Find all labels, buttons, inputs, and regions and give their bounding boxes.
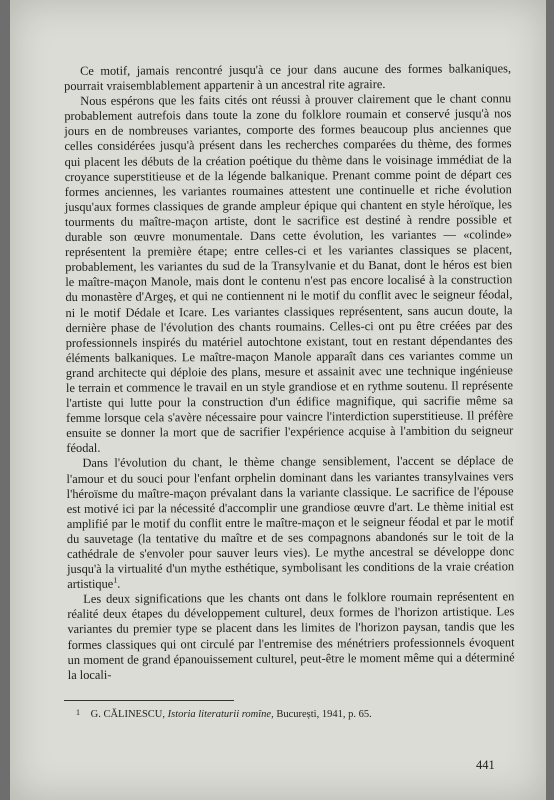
- footnote-title: Istoria literaturii romîne,: [167, 709, 274, 720]
- footnote: [76, 708, 506, 720]
- paragraph-2: Nous espérons que les faits cités ont réussi à prouver clairement que le chant connu probablement autrefois dans toute la zone du folklore roumain et conservé jusqu'à nos jours en de nombreuses variantes, comporte des formes beaucoup plus anciennes que celles considérées jusqu'à présent dans les recherches comparées du thème, des formes qui placent les débuts de la création poétique du thème dans le voisinage immédiat de la croyance superstitieuse et de la légende balkanique. Prenant comme point de départ ces formes anciennes, les variantes roumaines attestent une continuelle et riche évolution jusqu'aux formes classiques de grande ampleur épique qui chantent en style héroïque, les tourments du maître-maçon artiste, dont le sacrifice est destiné à rendre possible et durable son œuvre monumentale. Dans cette évolution, les variantes — «colinde» représentent la première étape; entre celles-ci et les variantes classiques se placent, probablement, les variantes du sud de la Transylvanie et du Banat, dont le héros est bien le maître-maçon Manole, mais dont le contenu n'est pas encore localisé à la construction du monastère d'Argeș, et qui ne contiennent ni le motif du conflit avec le seigneur féodal, ni le motif Dédale et Icare. Les variantes classiques représentent, sans aucun doute, la dernière phase de l'évolution des chants roumains. Celles-ci ont pu être créées par des professionnels inspirés du matériel autochtone existant, tout en restant dépendantes des éléments balkaniques. Le maître-maçon Manole apparaît dans ces variantes comme un grand architecte qui déploie des plans, mesure et assainit avec une technique ingénieuse le terrain et commence le travail en un style grandiose et en rythme soutenu. Il représente l'artiste qui lutte pour la construction d'un édifice magnifique, qui sacrifie même sa femme lorsque cela s'avère nécessaire pour vaincre l'interdiction superstitieuse. Il préfère ensuite se donner la mort que de sacrifier l'expérience acquise à l'ambition du seigneur féodal.: [64, 91, 514, 456]
- book-page: [10, 0, 546, 800]
- paragraph-1: Ce motif, jamais rencontré jusqu'à ce jour dans aucune des formes balkaniques, pourrait vraisemblablement appartenir à un ancestral rite agraire.: [64, 61, 512, 94]
- main-text: [64, 61, 515, 683]
- paragraph-3-text: Dans l'évolution du chant, le thème change sensiblement, l'accent se déplace de l'amour et du souci pour l'enfant orphelin dominant dans les variantes transylvaines vers l'héroïsme du maître-maçon prévalant dans la variante classique. Le sacrifice de l'épouse est motivé ici par la nécessité d'accomplir une grandiose œuvre d'art. Le thème initial est amplifié par le motif du conflit entre le maître-maçon et le seigneur féodal et par le motif du sauvetage (la tentative du maître et de ses compagnons abandonés sur le toit de la cathédrale de s'envoler pour sauver leurs vies). Le mythe ancestral se développe donc jusqu'à la virtualité d'un mythe esthétique, symbolisant les conditions de la vraie création artistique: [66, 453, 515, 592]
- paragraph-4: Les deux significations que les chants ont dans le folklore roumain représentent en réalité deux étapes du développement culturel, deux formes de l'horizon artistique. Les variantes du premier type se placent dans les limites de l'horizon paysan, tandis que les formes classiques qui ont circulé par l'entremise des ménétriers professionnels évoquent un moment de grand épanouissement culturel, peut-être le moment même qui a déterminé la locali-: [67, 589, 515, 682]
- page-number: 441: [476, 758, 495, 772]
- footnote-number: 1: [76, 708, 80, 717]
- footnote-details: București, 1941, p. 65.: [276, 709, 372, 720]
- footnote-divider: [64, 700, 234, 701]
- footnote-reference: 1: [113, 575, 118, 585]
- paragraph-3: Dans l'évolution du chant, le thème change sensiblement, l'accent se déplace de l'amour et du souci pour l'enfant orphelin dominant dans les variantes transylvaines vers l'héroïsme du maître-maçon prévalant dans la variante classique. Le sacrifice de l'épouse est motivé ici par la nécessité d'accomplir une grandiose œuvre d'art. Le thème initial est amplifié par le motif du conflit entre le maître-maçon et le seigneur féodal et par le motif du sauvetage (la tentative du maître et de ses compagnons abandonés sur le toit de la cathédrale de s'envoler pour sauver leurs vies). Le mythe ancestral se développe donc jusqu'à la virtualité d'un mythe esthétique, symbolisant les conditions de la vraie création artistique$^1$.: [66, 453, 515, 592]
- footnote-author: G. CĂLINESCU,: [90, 709, 166, 720]
